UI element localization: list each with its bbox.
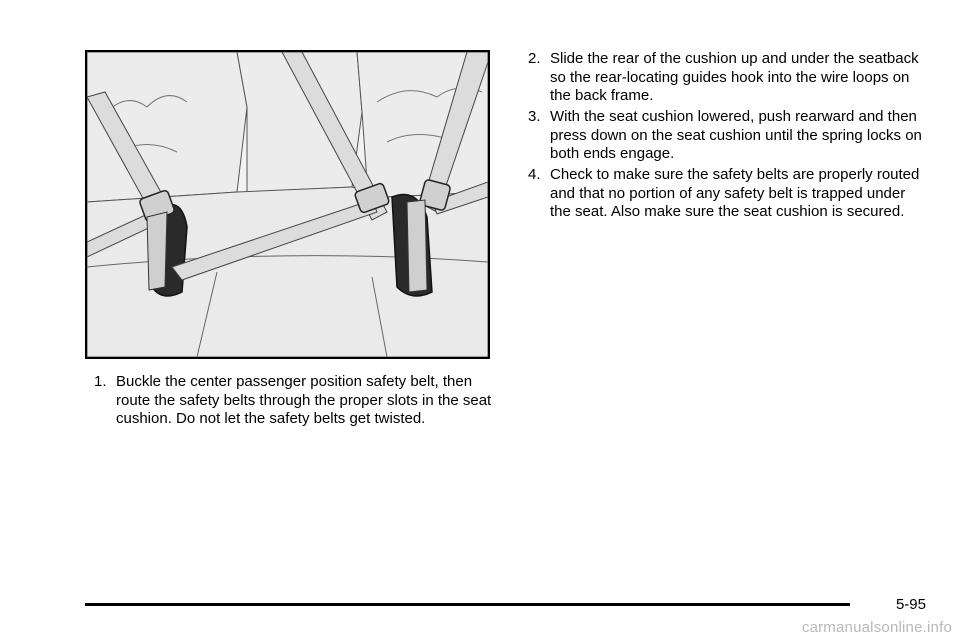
step-1 bbox=[94, 373, 494, 429]
step-3 bbox=[528, 108, 923, 164]
step-text: With the seat cushion lowered, push rearward and then press down on the seat cushion until the spring locks on both ends engage. bbox=[550, 108, 922, 162]
step-number: 1. bbox=[94, 373, 107, 390]
step-text: Buckle the center passenger position safety belt, then route the safety belts through the proper slots in the seat cushion. Do not let the safety belts get twisted. bbox=[116, 373, 492, 427]
step-number: 2. bbox=[528, 50, 541, 67]
step-2 bbox=[528, 50, 923, 106]
seat-belt-illustration bbox=[85, 50, 490, 359]
step-number: 4. bbox=[528, 166, 541, 183]
watermark: carmanualsonline.info bbox=[801, 619, 952, 636]
step-number: 3. bbox=[528, 108, 541, 125]
step-text: Check to make sure the safety belts are properly routed and that no portion of any safety belt is trapped under the seat. Also make sure the seat cushion is secured. bbox=[550, 166, 920, 220]
page-number: 5-95 bbox=[895, 596, 926, 613]
footer-rule bbox=[85, 603, 850, 606]
step-4 bbox=[528, 166, 923, 222]
step-text: Slide the rear of the cushion up and under the seatback so the rear-locating guides hook into the wire loops on the back frame. bbox=[550, 50, 919, 104]
seat-belt-drawing bbox=[87, 52, 488, 357]
